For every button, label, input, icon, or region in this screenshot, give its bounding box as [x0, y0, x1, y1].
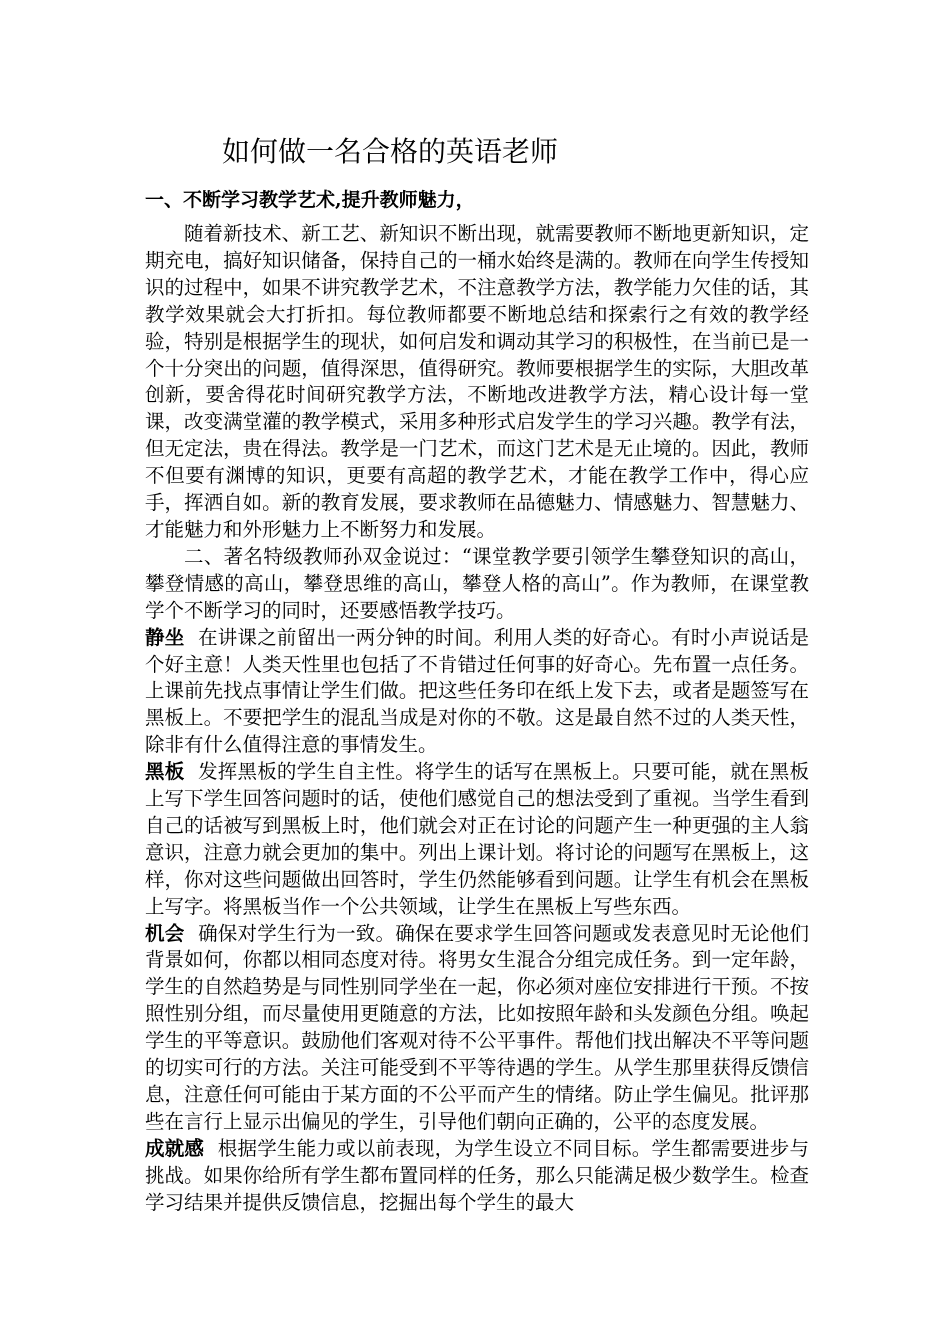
section-heading: 一、不断学习教学艺术,提升教师魅力，	[145, 189, 475, 211]
document-body	[145, 221, 809, 1217]
section-term: 机会	[145, 921, 185, 945]
section-term: 成就感	[145, 1136, 205, 1160]
section-chengjiugan	[145, 1136, 809, 1217]
section-text: 根据学生能力或以前表现，为学生设立不同目标。学生都需要进步与挑战。如果你给所有学生都布置同样的任务，那么只能满足极少数学生。检查学习结果并提供反馈信息，挖掘出每个学生的最大	[145, 1136, 809, 1214]
section-term: 静坐	[145, 625, 185, 649]
page-title: 如何做一名合格的英语老师	[222, 135, 559, 168]
section-text: 在讲课之前留出一两分钟的时间。利用人类的好奇心。有时小声说话是个好主意！人类天性里也包括了不肯错过任何事的好奇心。先布置一点任务。上课前先找点事情让学生们做。把这些任务印在纸上发下去，或者是题签写在黑板上。不要把学生的混乱当成是对你的不敬。这是最自然不过的人类天性，除非有什么值得注意的事情发生。	[145, 625, 809, 757]
section-text: 发挥黑板的学生自主性。将学生的话写在黑板上。只要可能，就在黑板上写下学生回答问题时的话，使他们感觉自己的想法受到了重视。当学生看到自己的话被写到黑板上时，他们就会对正在讨论的问题产生一种更强的主人翁意识，注意力就会更加的集中。列出上课计划。将讨论的问题写在黑板上，这样，你对这些问题做出回答时，学生仍然能够看到问题。让学生有机会在黑板上写字。将黑板当作一个公共领域，让学生在黑板上写些东西。	[145, 760, 809, 918]
section-heiban	[145, 759, 809, 920]
section-jihui	[145, 921, 809, 1136]
section-text: 确保对学生行为一致。确保在要求学生回答问题或发表意见时无论他们背景如何，你都以相同态度对待。将男女生混合分组完成任务。到一定年龄，学生的自然趋势是与同性别同学坐在一起，你必须对座位安排进行干预。不按照性别分组，而尽量使用更随意的方法，比如按照年龄和头发颜色分组。唤起学生的平等意识。鼓励他们客观对待不公平事件。帮他们找出解决不平等问题的切实可行的方法。关注可能受到不平等待遇的学生。从学生那里获得反馈信息，注意任何可能由于某方面的不公平而产生的情绪。防止学生偏见。批评那些在言行上显示出偏见的学生，引导他们朝向正确的，公平的态度发展。	[145, 921, 809, 1133]
section-jingzuo	[145, 625, 809, 760]
paragraph-2: 二、著名特级教师孙双金说过：“课堂教学要引领学生攀登知识的高山，攀登情感的高山，攀登思维的高山，攀登人格的高山”。作为教师，在课堂教学个不断学习的同时，还要感悟教学技巧。	[145, 544, 809, 622]
paragraph-1: 随着新技术、新工艺、新知识不断出现，就需要教师不断地更新知识，定期充电，搞好知识储备，保持自己的一桶水始终是满的。教师在向学生传授知识的过程中，如果不讲究教学艺术，不注意教学方法，教学能力欠佳的话，其教学效果就会大打折扣。每位教师都要不断地总结和探索行之有效的教学经验，特别是根据学生的现状，如何启发和调动其学习的积极性，在当前已是一个十分突出的问题，值得深思，值得研究。教师要根据学生的实际，大胆改革创新，要舍得花时间研究教学方法，不断地改进教学方法，精心设计每一堂课，改变满堂灌的教学模式，采用多种形式启发学生的学习兴趣。教学有法，但无定法，贵在得法。教学是一门艺术，而这门艺术是无止境的。因此，教师不但要有渊博的知识，更要有高超的教学艺术，才能在教学工作中，得心应手，挥洒自如。新的教育发展，要求教师在品德魅力、情感魅力、智慧魅力、才能魅力和外形魅力上不断努力和发展。	[145, 222, 809, 541]
section-term: 黑板	[145, 760, 185, 784]
